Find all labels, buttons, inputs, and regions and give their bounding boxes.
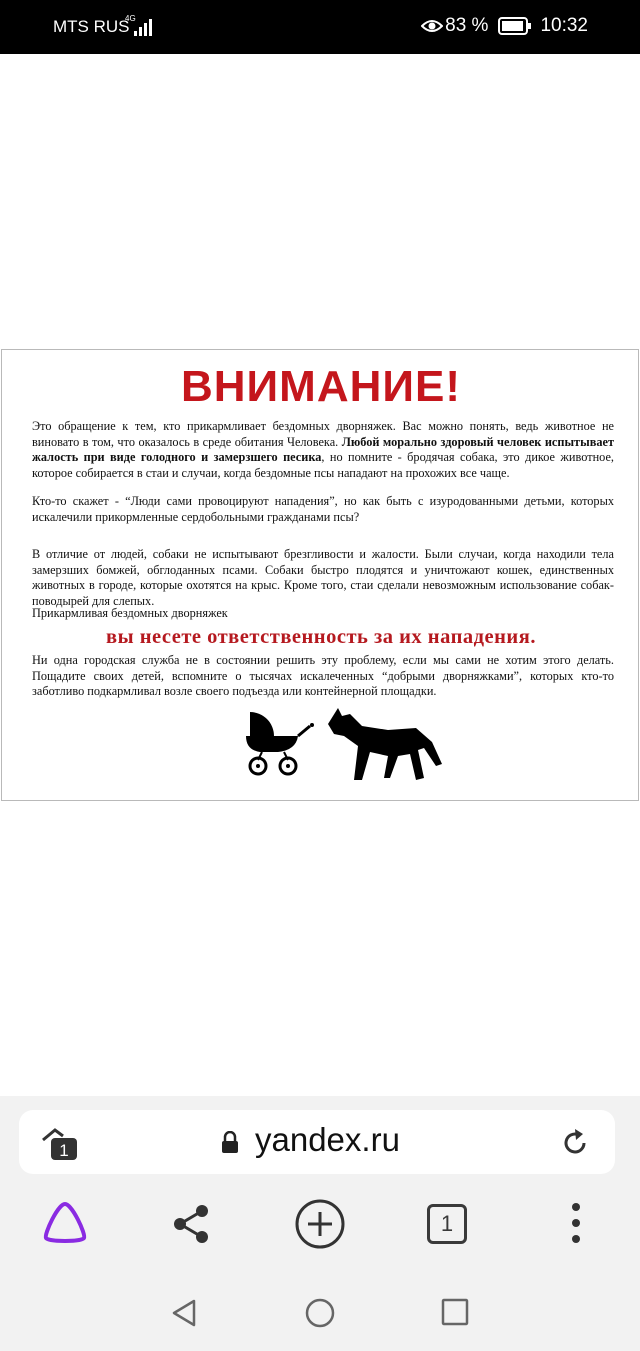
browser-bottom-bar — [0, 1096, 640, 1273]
poster-headline: ВНИМАНИЕ! — [180, 362, 461, 411]
tab-count-button[interactable]: 1 — [427, 1204, 467, 1244]
back-icon[interactable] — [170, 1298, 198, 1328]
alice-icon[interactable] — [40, 1200, 90, 1244]
clock: 10:32 — [540, 15, 588, 36]
paragraph-1-bold: Любой морально здоровый человек испытывает жалость при виде голодного и замерзшего песика — [32, 434, 614, 465]
paragraph-1-text-a: Это обращение к тем, кто прикармливает бездомных дворняжек. Вас можно понять, ведь животное не виновато в том, что оказалось в среде обитания Человека. — [32, 419, 614, 449]
poster-warning: вы несете ответственность за их нападения. — [106, 626, 536, 648]
poster-paragraph-2: Кто-то скажет - “Люди сами провоцируют нападения”, но как быть с изуродованными детьми, которых искалечили прикормленные сердобольными гражданами псы? — [32, 494, 614, 524]
status-bar — [0, 0, 640, 54]
lock-icon — [221, 1131, 239, 1153]
warning-poster-image — [1, 349, 639, 801]
battery-icon — [498, 17, 532, 35]
network-type: 4G — [125, 14, 136, 23]
menu-icon[interactable] — [566, 1202, 586, 1244]
address-bar[interactable] — [19, 1110, 615, 1174]
poster-paragraph-5: Ни одна городская служба не в состоянии решить эту проблему, если мы сами не хотим этого делать. Пощадите своих детей, вспомните о тысячах искалеченных “добрыми дворняжками”, которых кто-то заботливо подкармливал возле своего подъезда или контейнерной площадки. — [32, 653, 614, 699]
web-content[interactable] — [0, 54, 640, 1096]
carrier-label: MTS RUS — [53, 17, 130, 36]
recent-apps-icon[interactable] — [441, 1298, 469, 1326]
home-icon[interactable] — [304, 1297, 336, 1329]
system-nav-bar — [0, 1273, 640, 1351]
tabs-badge-number: 1 — [59, 1141, 69, 1160]
tabs-icon[interactable] — [41, 1126, 81, 1162]
status-right — [421, 15, 588, 37]
stroller-and-dog-illustration — [238, 702, 444, 788]
poster-paragraph-1 — [32, 419, 614, 481]
poster-paragraph-4: Прикармливая бездомных дворняжек — [32, 606, 228, 620]
dog-icon — [328, 708, 442, 780]
new-tab-icon[interactable] — [294, 1198, 346, 1250]
url-text[interactable]: yandex.ru — [255, 1121, 400, 1158]
eye-icon — [421, 17, 443, 35]
reload-icon[interactable] — [560, 1128, 590, 1158]
battery-percent: 83 % — [445, 15, 489, 36]
poster-paragraph-3: В отличие от людей, собаки не испытывают брезгливости и жалости. Были случаи, когда находили тела замерзших бомжей, обглоданных псами. Собаки быстро плодятся и уничтожают кошек, единственных животных в городе, которые охотятся на крыс. Кроме того, стаи сделали невозможным использование собак-поводырей для слепых. — [32, 547, 614, 608]
share-icon[interactable] — [172, 1204, 210, 1244]
stroller-icon — [246, 712, 314, 774]
paragraph-1-text-b: , но помните - бродячая собака, это дикое животное, которое собирается в стаи и случаи, когда бездомные псы нападают на прохожих все чаще. — [32, 450, 614, 480]
signal-icon — [134, 18, 156, 36]
